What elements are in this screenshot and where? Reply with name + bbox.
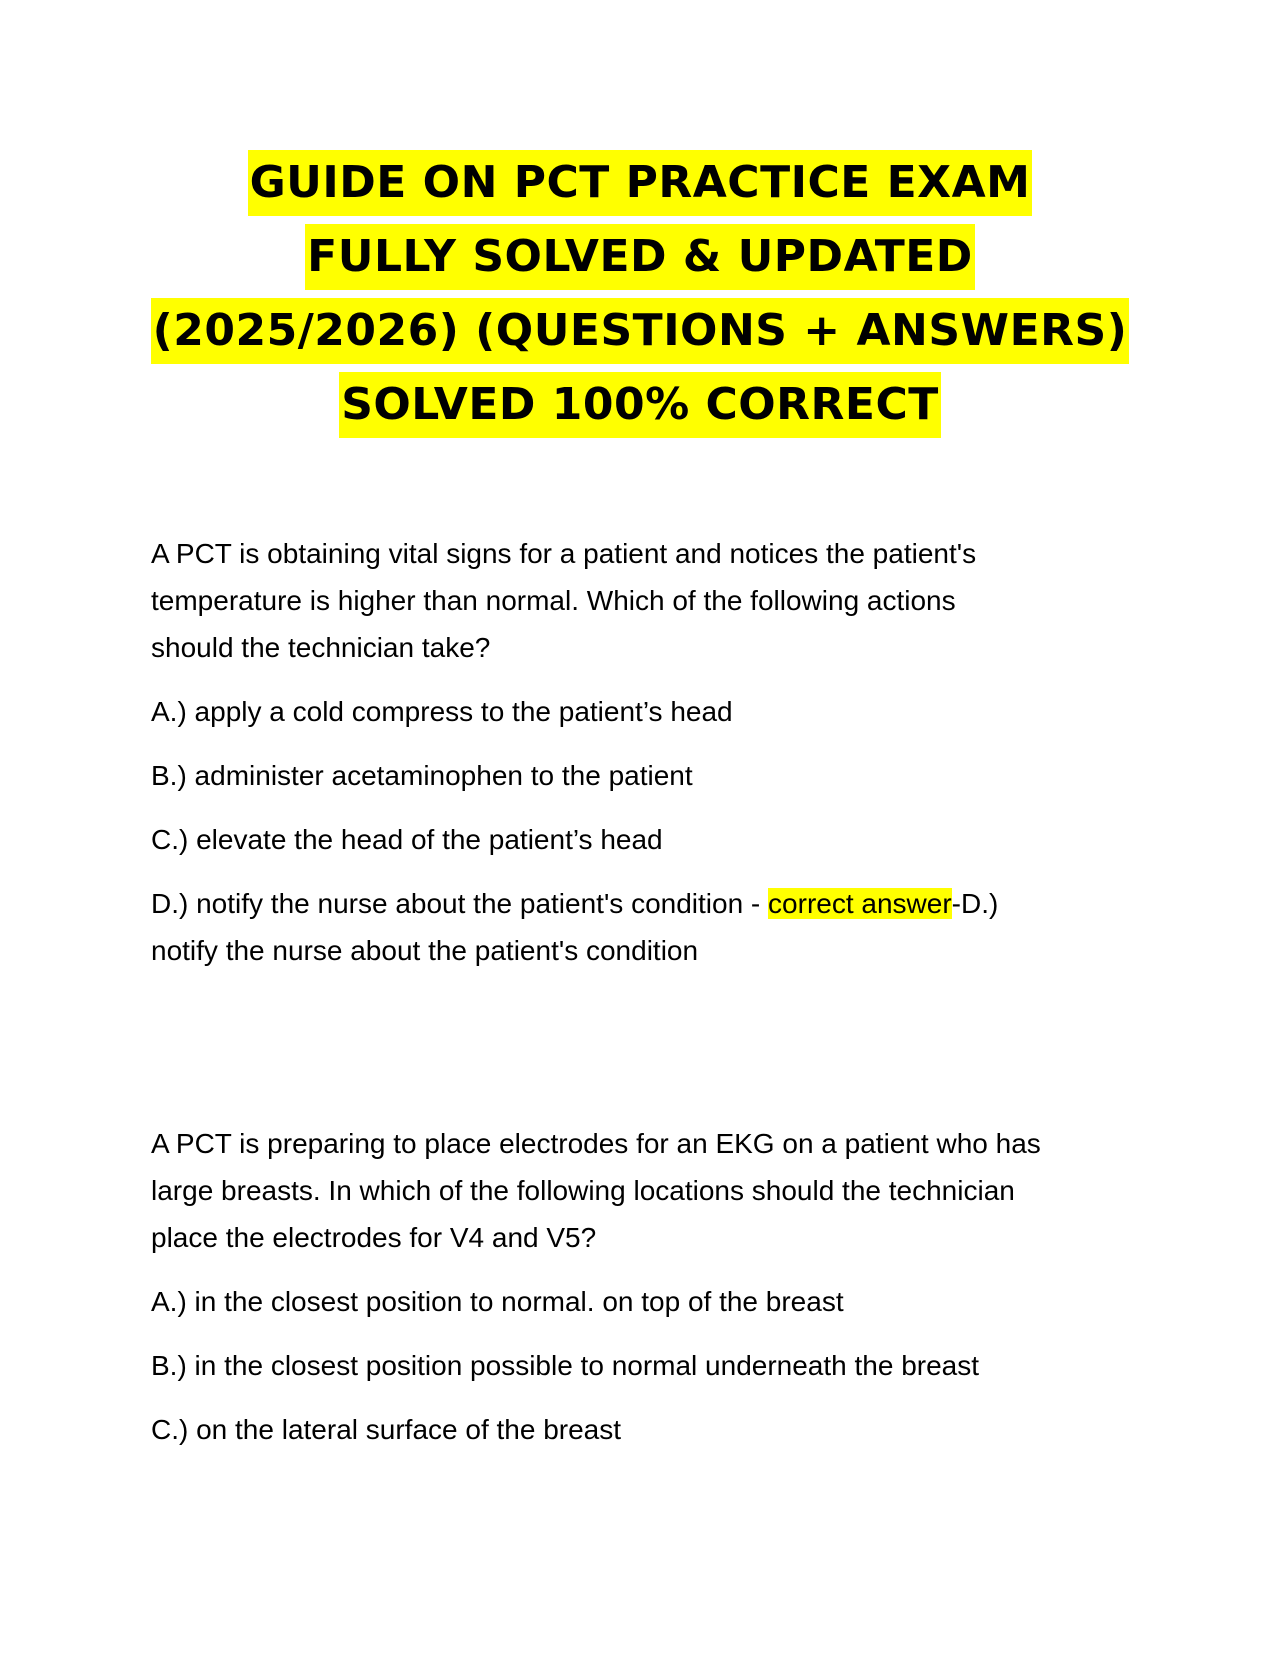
title-line-4 <box>0 372 1280 446</box>
question-2-stem-line-3: place the electrodes for V4 and V5? <box>151 1222 597 1253</box>
title-line-3 <box>0 298 1280 372</box>
question-1-option-a-text: A.) apply a cold compress to the patient’s head <box>151 696 733 727</box>
question-2-option-c <box>151 1406 1151 1453</box>
correct-answer-marker: correct answer <box>768 888 952 919</box>
question-2-option-b <box>151 1342 1151 1389</box>
document-title <box>0 150 1280 446</box>
question-1-option-d-line-1 <box>151 880 1151 927</box>
question-2-stem-line-1: A PCT is preparing to place electrodes for an EKG on a patient who has <box>151 1128 1041 1159</box>
question-1-stem <box>151 530 1151 671</box>
title-text-2: FULLY SOLVED & UPDATED <box>305 224 975 290</box>
question-2-option-a <box>151 1278 1151 1325</box>
question-1-option-c-text: C.) elevate the head of the patient’s head <box>151 824 663 855</box>
question-1-option-b <box>151 752 1151 799</box>
title-line-2 <box>0 224 1280 298</box>
title-text-1: GUIDE ON PCT PRACTICE EXAM <box>248 150 1033 216</box>
question-1-option-b-text: B.) administer acetaminophen to the patient <box>151 760 693 791</box>
title-line-1 <box>0 150 1280 224</box>
question-1-answer-text: notify the nurse about the patient's condition <box>151 935 699 966</box>
question-1 <box>151 530 1151 991</box>
question-1-stem-line-1: A PCT is obtaining vital signs for a patient and notices the patient's <box>151 538 977 569</box>
question-1-option-a <box>151 688 1151 735</box>
question-2-stem-line-2: large breasts. In which of the following locations should the technician <box>151 1175 1015 1206</box>
question-1-stem-line-2: temperature is higher than normal. Which of the following actions <box>151 585 956 616</box>
question-2-option-c-text: C.) on the lateral surface of the breast <box>151 1414 622 1445</box>
question-1-stem-line-3: should the technician take? <box>151 632 491 663</box>
question-2 <box>151 1120 1151 1470</box>
question-2-option-a-text: A.) in the closest position to normal. on top of the breast <box>151 1286 844 1317</box>
question-1-option-c <box>151 816 1151 863</box>
question-1-answer-suffix: -D.) <box>951 888 999 919</box>
title-text-4: SOLVED 100% CORRECT <box>339 372 941 438</box>
question-1-option-d <box>151 880 1151 974</box>
question-2-stem <box>151 1120 1151 1261</box>
title-text-3: (2025/2026) (QUESTIONS + ANSWERS) <box>151 298 1130 364</box>
question-1-option-d-prefix: D.) notify the nurse about the patient's condition - <box>151 888 769 919</box>
question-2-option-b-text: B.) in the closest position possible to normal underneath the breast <box>151 1350 980 1381</box>
